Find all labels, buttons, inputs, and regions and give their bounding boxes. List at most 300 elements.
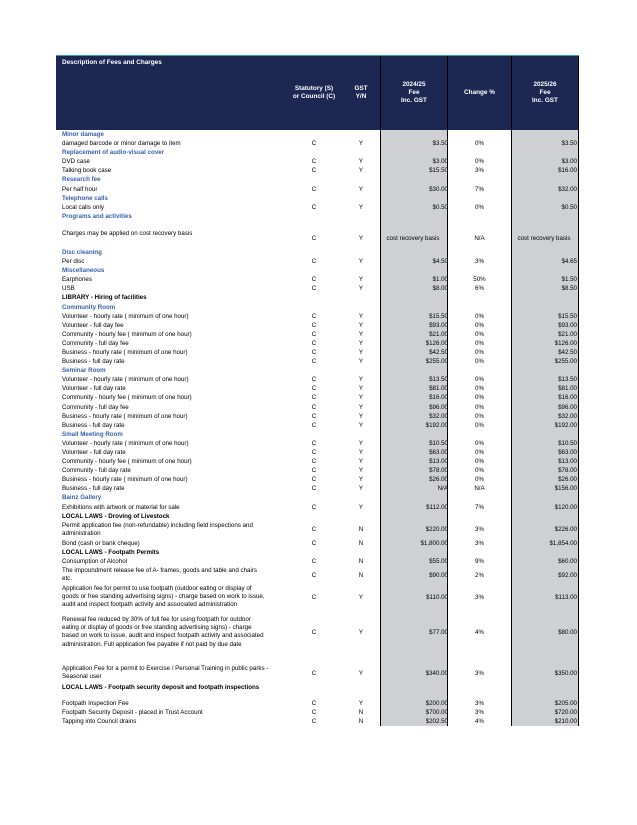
gst-value: Y [358,458,364,466]
statutory-value: C [311,709,317,717]
change-value: 4% [475,718,484,726]
fee-2024-value: $202.50 [425,718,448,726]
fee-2024-value: $42.50 [429,348,448,356]
fee-2025-value: $13.00 [558,458,577,466]
change-value: 3% [475,526,484,534]
change-value: 0% [475,449,484,456]
gst-value: Y [358,203,364,211]
statutory-value: C [311,285,317,293]
fee-description: Application Fee for a permit to Exercise / Personal Training in public parks - Seasonal user [62,665,269,681]
fee-description: Exhibitions with artwork or material for sale [62,503,180,511]
change-value: 3% [475,594,484,602]
table-row [56,185,579,194]
fee-description: Footpath Security Deposit - placed in Trust Account [62,709,203,717]
table-row [56,708,579,717]
table-row [56,203,579,212]
fee-2025-value: $80.00 [558,629,577,637]
change-value: 3% [475,709,484,717]
statutory-value: C [311,526,317,534]
section-label: LOCAL LAWS - Footpath security deposit and footpath inspections [62,684,260,692]
fee-2024-value: $8.00 [432,285,448,293]
fee-2025-value: $205.00 [554,700,577,708]
change-value: 3% [475,258,484,266]
fee-2024-value: $1,800.00 [420,539,448,547]
table-row [56,475,579,484]
table-row [56,421,579,430]
change-value: 9% [475,557,484,565]
gst-value: Y [358,312,364,320]
statutory-value: C [311,629,317,637]
fee-description: Community - full day fee [62,403,129,411]
gst-value: Y [358,439,364,447]
change-value: 0% [475,158,484,166]
statutory-value: C [311,140,317,148]
fee-2025-value: $0.50 [561,203,577,211]
fee-2025-value: $255.00 [554,358,577,366]
fee-2025-value: $42.50 [558,348,577,356]
fee-2025-value: $13.50 [558,376,577,384]
change-value: 3% [475,670,484,678]
fee-2024-value: $1.00 [432,276,448,284]
fee-description: Consumption of Alcohol [62,557,128,565]
fee-description: Tapping into Council drains [62,718,137,726]
statutory-value: C [311,358,317,366]
table-row [56,656,579,683]
statutory-value: C [311,312,317,320]
fee-2025-value: $16.00 [558,167,577,175]
fee-2024-value: $126.00 [425,339,448,347]
category-label: Replacement of audio-visual cover [62,149,165,157]
table-row [56,484,579,493]
header-change: Change % [464,89,495,96]
category-row [56,212,579,221]
fee-2025-value: $113.00 [555,594,577,602]
fee-2024-value: $90.00 [429,571,448,579]
gst-value: Y [358,629,364,637]
gst-value: N [358,526,364,534]
table-row [56,539,579,548]
category-label: Miscellaneous [62,267,105,275]
fee-2025-value: $15.50 [558,312,577,320]
fee-2024-value: $112.00 [426,503,448,511]
gst-value: Y [358,167,364,175]
statutory-value: C [311,276,317,284]
statutory-value: C [311,167,317,175]
section-row [56,683,579,692]
change-value: 0% [475,421,484,429]
statutory-value: C [311,449,317,456]
category-row [56,248,579,257]
gst-value: Y [358,321,364,329]
fee-2025-value: $126.00 [554,339,577,347]
statutory-value: C [311,467,317,475]
statutory-value: C [311,403,317,411]
table-row [56,557,579,566]
category-row [56,303,579,312]
change-value: 6% [475,285,484,293]
fee-2024-value: $26.00 [429,476,448,484]
fee-2024-value: cost recovery basis [386,234,440,242]
fee-2024-value: $200.00 [425,700,448,708]
fee-2025-value: cost recovery basis [517,234,571,242]
change-value: 3% [475,167,484,175]
gst-value: Y [358,394,364,402]
fee-description: Business - hourly rate ( minimum of one hour) [62,412,188,420]
fee-2024-value: N/A [437,485,448,493]
header-gst: GST Y/N [354,85,368,100]
change-value: 0% [475,376,484,384]
category-label: Minor damage [62,131,104,138]
statutory-value: C [311,185,317,193]
gst-value: Y [358,412,364,420]
table-row [56,275,579,284]
gst-value: Y [358,234,364,242]
fee-2025-value: $1,854.00 [549,539,577,547]
gst-value: Y [358,376,364,384]
fee-2025-value: $63.00 [558,449,577,456]
fee-2024-value: $16.00 [429,394,448,402]
statutory-value: C [311,670,317,678]
fee-description: damaged barcode or minor damage to item [62,140,181,148]
statutory-value: C [311,539,317,547]
fee-2024-value: $15.50 [429,312,448,320]
gst-value: Y [358,348,364,356]
table-row [56,139,579,148]
table-header [56,56,579,130]
fee-2025-value: $26.00 [558,476,577,484]
header-statutory: Statutory (S) or Council (C) [292,85,336,100]
fee-2024-value: $4.50 [432,258,448,266]
fee-2025-value: $93.00 [558,321,577,329]
change-value: 0% [475,476,484,484]
fee-2025-value: $350.00 [554,670,577,678]
gst-value: Y [358,449,364,456]
fee-description: Business - full day rate [62,421,125,429]
fee-2024-value: $700.00 [425,709,448,717]
table-row [56,221,579,248]
fee-description: Community - full day rate [62,467,131,475]
fee-2025-value: $720.00 [554,709,577,717]
table-row [56,503,579,512]
statutory-value: C [311,476,317,484]
change-value: 0% [475,439,484,447]
gst-value: N [358,539,364,547]
fee-2024-value: $3.50 [432,140,448,148]
fee-2025-value: $210.00 [554,718,577,726]
change-value: 0% [475,412,484,420]
fee-description: Community - hourly fee ( minimum of one hour) [62,330,192,338]
header-fee-2024-25: 2024/25 Fee Inc. GST [380,56,448,130]
fee-description: Permit application fee (non-refundable) including field inspections and administration [62,521,253,537]
table-row [56,448,579,457]
fee-2025-value: $21.00 [558,330,577,338]
statutory-value: C [311,485,317,493]
category-row [56,266,579,275]
fee-description: Talking book case [62,167,112,175]
fee-2024-value: $192.00 [425,421,448,429]
fee-2025-value: $60.00 [558,557,577,565]
category-label: Seminar Room [62,367,106,375]
gst-value: Y [358,421,364,429]
statutory-value: C [311,376,317,384]
statutory-value: C [311,594,317,602]
fee-2025-value: $78.00 [558,467,577,475]
statutory-value: C [311,503,317,511]
table-row [56,330,579,339]
section-row [56,548,579,557]
category-label: Telephone calls [62,194,108,202]
fee-2024-value: $77.00 [429,629,448,637]
fee-description: Business - full day rate [62,485,125,493]
fee-2025-value: $16.00 [558,394,577,402]
fee-description: Volunteer - full day fee [62,321,124,329]
table-row [56,439,579,448]
fee-2025-value: $120.00 [554,503,577,511]
fee-description: Local calls only [62,203,104,211]
change-value: N/A [474,485,485,493]
gst-value: Y [358,285,364,293]
gst-value: N [358,718,364,726]
fee-description: Business - hourly rate ( minimum of one hour) [62,348,188,356]
table-row [56,692,579,699]
category-label: Research fee [62,176,101,184]
fee-2024-value: $30.00 [429,185,448,193]
change-value: 0% [475,394,484,402]
section-label: LOCAL LAWS - Footpath Permits [62,548,160,556]
table-row [56,393,579,402]
gst-value: Y [358,185,364,193]
table-row [56,284,579,293]
section-row [56,293,579,302]
fee-2024-value: $81.00 [429,385,448,393]
statutory-value: C [311,458,317,466]
fee-description: Volunteer - hourly rate ( minimum of one hour) [62,439,189,447]
fee-description: Business - hourly rate ( minimum of one hour) [62,476,188,484]
category-row [56,148,579,157]
statutory-value: C [311,439,317,447]
table-row [56,157,579,166]
gst-value: Y [358,385,364,393]
statutory-value: C [311,348,317,356]
gst-value: Y [358,258,364,266]
statutory-value: C [311,321,317,329]
gst-value: Y [358,403,364,411]
fee-2024-value: $15.50 [429,167,448,175]
table-row [56,348,579,357]
fee-2025-value: $1.50 [561,276,577,284]
fee-description: Footpath Inspection Fee [62,700,129,708]
change-value: 0% [475,385,484,393]
fee-description: Application fee for permit to use footpath (outdoor eating or display of goods or free standing advertising signs) - charge based on work to issue, audit and inspect footpath activity and associated administration [62,585,265,609]
category-row [56,493,579,502]
fee-description: Bond (cash or bank cheque) [62,539,140,547]
change-value: 0% [475,467,484,475]
fee-2025-value: $4.65 [561,258,577,266]
fee-2024-value: $55.00 [429,557,448,565]
change-value: 0% [475,458,484,466]
statutory-value: C [311,258,317,266]
header-fee-2025-26: 2025/26 Fee Inc. GST [511,56,579,130]
category-row [56,366,579,375]
fee-2025-value: $192.00 [554,421,577,429]
change-value: 0% [475,140,484,148]
fee-2025-value: $10.50 [558,439,577,447]
change-value: 0% [475,403,484,411]
statutory-value: C [311,700,317,708]
fee-2025-value: $226.00 [554,526,577,534]
gst-value: Y [358,594,364,602]
table-body [56,130,579,726]
category-label: Disc cleaning [62,248,102,256]
change-value: 0% [475,312,484,320]
fee-description: Community - full day fee [62,339,129,347]
fee-description: Renewal fee reduced by 30% of full fee for using footpath for outdoor eating or display of goods or free standing advertising signs) - charge based on work to issue, audit and inspect footpath activity and associated administration. Full application fee payable if not paid by due date [62,616,264,648]
fee-2024-value: $220.00 [425,526,448,534]
gst-value: Y [358,330,364,338]
fee-2025-value: $3.50 [561,140,577,148]
category-label: Bainz Gallery [62,494,102,502]
change-value: 4% [475,629,484,637]
table-row [56,375,579,384]
fee-2025-value: $32.00 [558,185,577,193]
fee-description: Earphones [62,276,92,284]
table-row [56,357,579,366]
table-row [56,403,579,412]
fee-2025-value: $156.00 [554,485,577,493]
fee-2024-value: $96.00 [429,403,448,411]
fee-2024-value: $110.00 [426,594,448,602]
fee-2025-value: $32.00 [558,412,577,420]
statutory-value: C [311,234,317,242]
table-row [56,699,579,708]
table-row [56,717,579,726]
gst-value: Y [358,476,364,484]
gst-value: N [358,571,364,579]
gst-value: Y [358,467,364,475]
header-description: Description of Fees and Charges [62,59,162,66]
fee-description: Volunteer - full day rate [62,385,126,393]
fee-description: Community - hourly fee ( minimum of one hour) [62,458,192,466]
fee-description: Business - full day rate [62,358,125,366]
change-value: 0% [475,330,484,338]
fee-description: Per disc [62,258,85,266]
fee-2024-value: $21.00 [429,330,448,338]
gst-value: N [358,557,364,565]
statutory-value: C [311,394,317,402]
change-value: N/A [474,234,485,242]
gst-value: Y [358,276,364,284]
table-row [56,166,579,175]
table-row [56,412,579,421]
fee-description: DVD case [62,158,90,166]
fee-2025-value: $81.00 [558,385,577,393]
fee-2024-value: $32.00 [429,412,448,420]
table-row [56,321,579,330]
fee-2024-value: $93.00 [429,321,448,329]
category-label: Community Room [62,303,116,311]
category-row [56,194,579,203]
statutory-value: C [311,330,317,338]
change-value: 3% [475,700,484,708]
change-value: 0% [475,321,484,329]
fee-2025-value: $92.00 [558,571,577,579]
table-row [56,312,579,321]
category-label: Small Meeting Room [62,430,123,438]
fee-2024-value: $0.50 [432,203,448,211]
section-row [56,512,579,521]
gst-value: Y [358,158,364,166]
table-row [56,257,579,266]
section-label: LIBRARY - Hiring of facilities [62,294,147,302]
change-value: 0% [475,339,484,347]
change-value: 3% [475,539,484,547]
category-label: Programs and activities [62,212,132,220]
statutory-value: C [311,412,317,420]
fee-description: Volunteer - full day rate [62,449,126,456]
fee-2024-value: $255.00 [425,358,448,366]
statutory-value: C [311,421,317,429]
fee-2025-value: $8.50 [561,285,577,293]
gst-value: Y [358,339,364,347]
category-row [56,430,579,439]
fee-2024-value: $63.00 [429,449,448,456]
fee-description: Charges may be applied on cost recovery basis [62,229,193,237]
statutory-value: C [311,203,317,211]
fee-2024-value: $340.00 [425,670,448,678]
gst-value: N [358,709,364,717]
fee-2024-value: $78.00 [429,467,448,475]
fee-2025-value: $96.00 [558,403,577,411]
fee-description: Community - hourly fee ( minimum of one hour) [62,394,192,402]
fee-description: USB [62,285,75,293]
fee-description: Volunteer - hourly rate ( minimum of one hour) [62,312,189,320]
fees-table [56,56,579,726]
change-value: 0% [475,358,484,366]
gst-value: Y [358,140,364,148]
fee-2024-value: $3.00 [432,158,448,166]
fee-2024-value: $13.50 [429,376,448,384]
category-row [56,175,579,184]
change-value: 0% [475,348,484,356]
statutory-value: C [311,385,317,393]
change-value: 7% [475,185,484,193]
statutory-value: C [311,158,317,166]
statutory-value: C [311,339,317,347]
change-value: 2% [475,571,484,579]
fee-2024-value: $10.50 [429,439,448,447]
table-row [56,521,579,539]
fee-description: The impoundment release fee of A- frames, goods and table and chairs etc. [62,567,258,583]
table-row [56,466,579,475]
table-row [56,384,579,393]
table-row [56,611,579,656]
gst-value: Y [358,358,364,366]
gst-value: Y [358,485,364,493]
gst-value: Y [358,503,364,511]
table-row [56,566,579,584]
statutory-value: C [311,571,317,579]
fee-2025-value: $3.00 [561,158,577,166]
change-value: 7% [475,503,484,511]
fee-description: Volunteer - hourly rate ( minimum of one hour) [62,376,189,384]
statutory-value: C [311,557,317,565]
fee-description: Per half hour [62,185,98,193]
table-row [56,457,579,466]
gst-value: Y [358,670,364,678]
table-row [56,339,579,348]
category-row [56,130,579,139]
section-label: LOCAL LAWS - Droving of Livestock [62,512,170,520]
